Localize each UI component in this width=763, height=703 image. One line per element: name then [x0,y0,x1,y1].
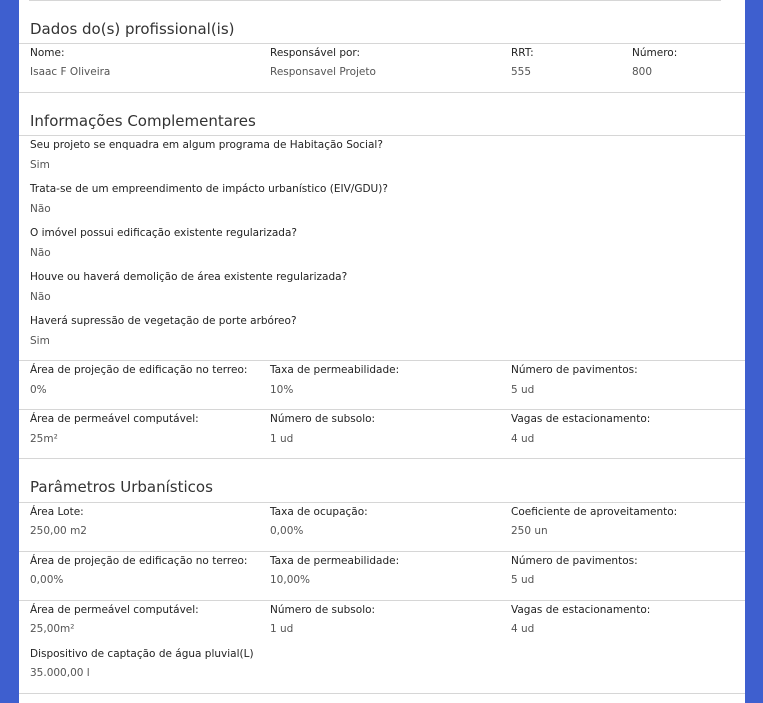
field-label-responsavel: Responsável por: [270,47,361,59]
field-label: Vagas de estacionamento: [511,604,651,616]
field-label: Coeficiente de aproveitamento: [511,506,678,518]
field-label: Número de subsolo: [270,604,376,616]
divider [19,92,745,93]
field-value: 10% [270,384,294,396]
question-value: Sim [30,159,50,171]
field-value: 25m² [30,433,58,445]
field-label-rrt: RRT: [511,47,534,59]
divider [19,458,745,459]
divider [19,360,745,361]
field-label: Taxa de ocupação: [270,506,368,518]
question-label: Seu projeto se enquadra em algum programa de Habitação Social? [30,139,383,151]
field-label: Número de pavimentos: [511,555,638,567]
field-label: Área Lote: [30,506,84,518]
question-value: Não [30,291,51,303]
field-value: 5 ud [511,384,535,396]
field-value: 25,00m² [30,623,75,635]
question-label: O imóvel possui edificação existente regularizada? [30,227,297,239]
question-value: Sim [30,335,50,347]
field-value-rrt: 555 [511,66,532,78]
field-value: 250 un [511,525,548,537]
question-label: Haverá supressão de vegetação de porte arbóreo? [30,315,297,327]
question-value: Não [30,247,51,259]
section-title-complementares: Informações Complementares [30,112,256,130]
question-label: Trata-se de um empreendimento de impácto urbanístico (EIV/GDU)? [30,183,388,195]
field-label-nome: Nome: [30,47,65,59]
field-value: 1 ud [270,433,294,445]
field-value-captacao: 35.000,00 l [30,667,90,679]
field-label: Vagas de estacionamento: [511,413,651,425]
divider [19,135,745,136]
field-label: Área de projeção de edificação no terreo: [30,555,248,567]
divider [19,409,745,410]
field-label: Área de permeável computável: [30,604,199,616]
field-label-captacao: Dispositivo de captação de água pluvial(L) [30,648,254,660]
question-label: Houve ou haverá demolição de área existente regularizada? [30,271,348,283]
section-title-profissionais: Dados do(s) profissional(is) [30,20,235,38]
field-value: 250,00 m2 [30,525,87,537]
divider [19,600,745,601]
field-value: 4 ud [511,433,535,445]
field-value-responsavel: Responsavel Projeto [270,66,376,78]
field-label: Área de permeável computável: [30,413,199,425]
field-label: Taxa de permeabilidade: [270,364,400,376]
section-title-urbanisticos: Parâmetros Urbanísticos [30,478,213,496]
field-value: 0% [30,384,47,396]
divider [19,502,745,503]
question-value: Não [30,203,51,215]
divider [19,551,745,552]
field-label: Taxa de permeabilidade: [270,555,400,567]
field-label: Número de subsolo: [270,413,376,425]
field-value: 5 ud [511,574,535,586]
divider [19,693,745,694]
field-value: 1 ud [270,623,294,635]
field-value: 10,00% [270,574,311,586]
field-label: Número de pavimentos: [511,364,638,376]
field-value-nome: Isaac F Oliveira [30,66,111,78]
field-value: 4 ud [511,623,535,635]
field-value: 0,00% [30,574,64,586]
field-label: Área de projeção de edificação no terreo: [30,364,248,376]
details-panel [19,0,745,703]
divider [19,43,745,44]
top-divider [29,0,721,1]
field-value: 0,00% [270,525,304,537]
field-value-numero: 800 [632,66,653,78]
field-label-numero: Número: [632,47,678,59]
